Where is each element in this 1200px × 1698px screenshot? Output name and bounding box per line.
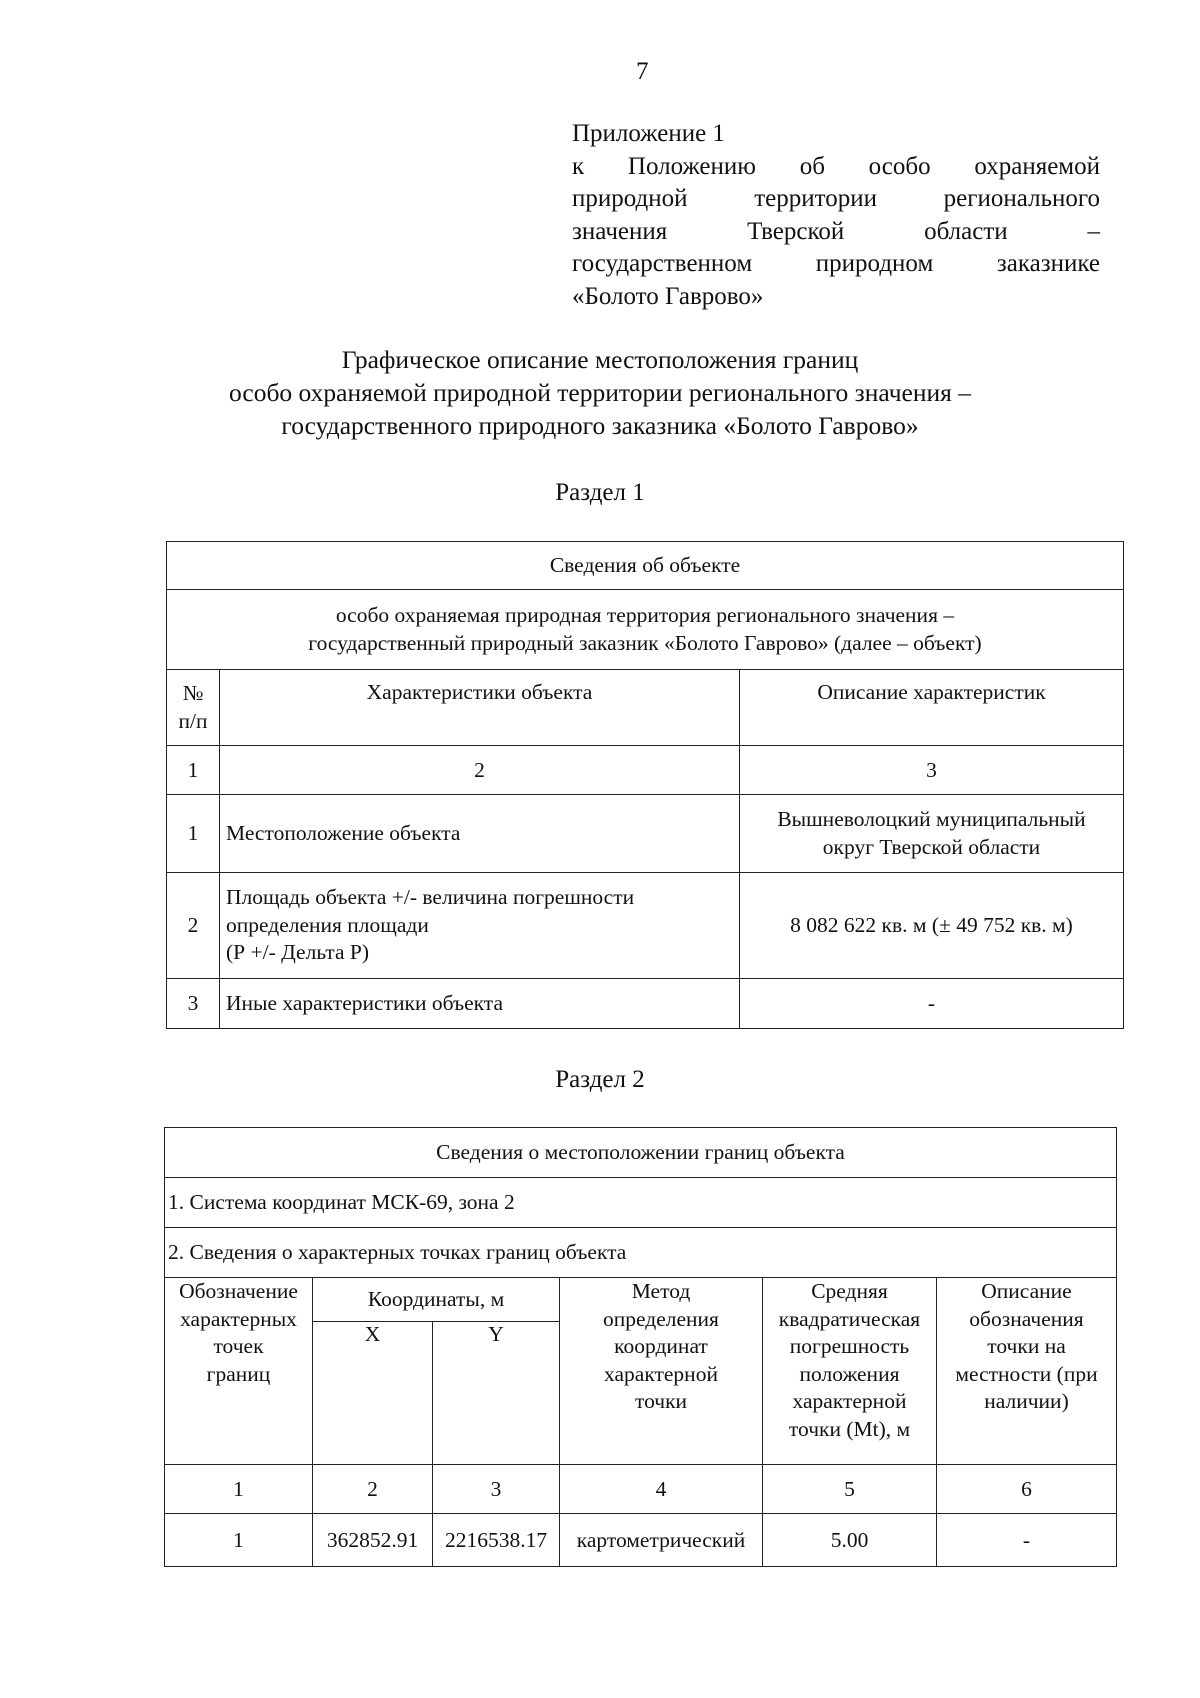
appendix-line: природной территории регионального xyxy=(572,185,1100,212)
header-method xyxy=(560,1278,763,1465)
point-id: 1 xyxy=(165,1514,313,1567)
object-info-table xyxy=(166,541,1124,1029)
column-number: 1 xyxy=(167,746,220,795)
row-name xyxy=(220,873,740,979)
table-caption: Сведения о местоположении границ объекта xyxy=(165,1128,1117,1178)
column-number: 3 xyxy=(433,1465,560,1514)
boundary-points-table xyxy=(164,1127,1117,1567)
column-number: 2 xyxy=(220,746,740,795)
header-point-description xyxy=(937,1278,1117,1465)
column-number: 1 xyxy=(165,1465,313,1514)
appendix-line: к Положению об особо охраняемой xyxy=(572,152,1100,180)
table-row xyxy=(167,979,1124,1029)
appendix-line: значения Тверской области – xyxy=(572,217,1100,245)
row-name: Иные характеристики объекта xyxy=(220,979,740,1029)
header-line: положения xyxy=(799,1361,900,1386)
header-line: точки xyxy=(634,1389,688,1413)
row-num: 1 xyxy=(167,795,220,873)
table-row xyxy=(167,873,1124,979)
page-number: 7 xyxy=(636,58,649,85)
header-y: Y xyxy=(433,1322,560,1465)
header-line: Описание xyxy=(981,1279,1072,1303)
header-num-line: № xyxy=(182,681,204,705)
header-coordinates: Координаты, м xyxy=(313,1278,560,1322)
row-name-line: определения площади xyxy=(226,912,429,937)
header-line: точки (Mt), м xyxy=(788,1416,911,1441)
points-caption: 2. Сведения о характерных точках границ объекта xyxy=(165,1228,1117,1278)
row-name-line: (Р +/- Дельта Р) xyxy=(226,940,370,965)
header-characteristics: Характеристики объекта xyxy=(220,670,740,746)
column-number: 5 xyxy=(763,1465,937,1514)
column-number: 6 xyxy=(937,1465,1117,1514)
object-name-line: государственный природный заказник «Болото Гаврово» (далее – объект) xyxy=(308,630,982,655)
column-number: 4 xyxy=(560,1465,763,1514)
coord-system: 1. Система координат МСК-69, зона 2 xyxy=(165,1178,1117,1228)
header-line: точек xyxy=(213,1334,264,1358)
appendix-line: государственном природном заказнике xyxy=(572,250,1100,277)
header-line: характерных xyxy=(180,1306,297,1331)
appendix-block xyxy=(572,118,1100,313)
column-number: 2 xyxy=(313,1465,433,1514)
row-num: 2 xyxy=(167,873,220,979)
header-line: определения xyxy=(603,1306,719,1331)
header-error xyxy=(763,1278,937,1465)
header-line: координат xyxy=(614,1334,708,1358)
header-designation xyxy=(165,1278,313,1465)
row-name: Местоположение объекта xyxy=(220,795,740,873)
title-line: особо охраняемой природной территории регионального значения – xyxy=(229,378,971,407)
row-value-line: Вышневолоцкий муниципальный xyxy=(777,807,1086,831)
table-row xyxy=(165,1514,1117,1567)
title-line: Графическое описание местоположения границ xyxy=(341,345,859,374)
point-method: картометрический xyxy=(560,1514,763,1567)
header-line: наличии) xyxy=(984,1389,1069,1413)
header-line: характерной xyxy=(604,1361,718,1386)
appendix-line: Приложение 1 xyxy=(572,120,725,147)
point-y: 2216538.17 xyxy=(433,1514,560,1567)
header-line: точки на xyxy=(987,1334,1066,1358)
document-title xyxy=(150,343,1050,442)
title-line: государственного природного заказника «Болото Гаврово» xyxy=(281,411,919,440)
header-line: Обозначение xyxy=(179,1279,298,1303)
header-line: местности (при xyxy=(955,1361,1098,1386)
header-description: Описание характеристик xyxy=(740,670,1124,746)
section-1-heading: Раздел 1 xyxy=(555,479,645,506)
row-name-line: Площадь объекта +/- величина погрешности xyxy=(226,885,635,910)
row-value: 8 082 622 кв. м (± 49 752 кв. м) xyxy=(740,873,1124,979)
row-value-line: округ Тверской области xyxy=(822,834,1041,859)
header-num xyxy=(167,670,220,746)
header-line: границ xyxy=(206,1361,271,1386)
row-value xyxy=(740,795,1124,873)
object-name-cell xyxy=(167,590,1124,670)
table-row xyxy=(167,795,1124,873)
header-line: погрешность xyxy=(789,1334,910,1358)
point-error: 5.00 xyxy=(763,1514,937,1567)
appendix-line: «Болото Гаврово» xyxy=(572,282,764,310)
header-line: характерной xyxy=(792,1389,907,1413)
header-line: квадратическая xyxy=(778,1306,921,1331)
column-number: 3 xyxy=(740,746,1124,795)
point-description: - xyxy=(937,1514,1117,1567)
header-x: X xyxy=(313,1322,433,1465)
header-line: обозначения xyxy=(969,1306,1084,1331)
section-2-heading: Раздел 2 xyxy=(555,1066,645,1093)
point-x: 362852.91 xyxy=(313,1514,433,1567)
header-line: Метод xyxy=(631,1279,691,1303)
header-line: Средняя xyxy=(811,1279,888,1303)
header-num-line: п/п xyxy=(178,708,208,733)
table-caption: Сведения об объекте xyxy=(167,542,1124,590)
object-name-line: особо охраняемая природная территория регионального значения – xyxy=(335,603,955,627)
row-num: 3 xyxy=(167,979,220,1029)
row-value: - xyxy=(740,979,1124,1029)
